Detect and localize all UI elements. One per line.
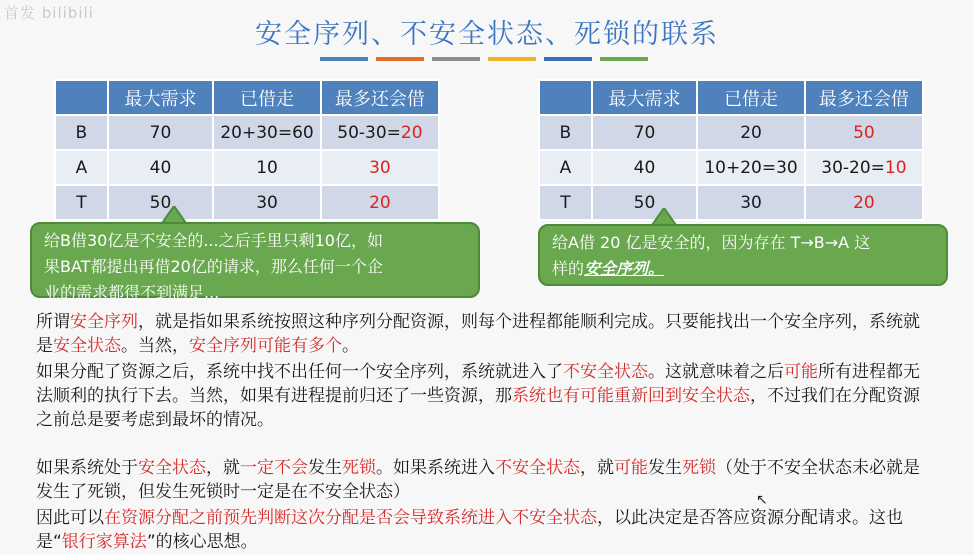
paragraph-text: 如果系统处于 xyxy=(36,458,138,478)
highlighted-term: 安全序列可能有多个 xyxy=(189,336,342,356)
table-row xyxy=(55,115,439,150)
paragraph-text: ，以此决定是否答应资源分配请求。这也是“ xyxy=(36,508,903,552)
table-header-row xyxy=(55,80,439,115)
more-needed-expr: 30-20= xyxy=(821,157,885,178)
safe-sequence-emphasis: 安全序列。 xyxy=(584,259,665,278)
highlighted-term: 可能 xyxy=(614,458,648,478)
more-needed xyxy=(805,150,923,185)
more-needed xyxy=(321,185,439,220)
table-header-cell xyxy=(55,80,108,115)
left-resource-table xyxy=(54,79,440,221)
table-header-row xyxy=(539,80,923,115)
more-needed xyxy=(321,115,439,150)
highlighted-term: 在资源分配之前预先判断这次分配是否会导致系统进入不安全状态 xyxy=(104,508,597,528)
table-header-cell: 已借走 xyxy=(697,80,805,115)
highlighted-term: 可能 xyxy=(784,362,818,382)
process-name: A xyxy=(55,150,108,185)
color-bar xyxy=(432,57,480,61)
watermark: 首发 bilibili xyxy=(4,4,94,22)
callout-line: 给A借 20 亿是安全的，因为存在 T→B→A 这 xyxy=(552,233,871,252)
more-needed-value: 20 xyxy=(400,122,423,143)
borrowed: 10 xyxy=(213,150,321,185)
max-need: 70 xyxy=(592,115,697,150)
highlighted-term: 不安全状态 xyxy=(563,362,648,382)
paragraph-text: 因此可以 xyxy=(36,508,104,528)
paragraph-text: 。这就意味着之后 xyxy=(648,362,784,382)
callout-text: 样的 xyxy=(552,259,585,278)
highlighted-term: 不安全状态 xyxy=(495,458,580,478)
table-header-cell xyxy=(539,80,592,115)
paragraph-text: 。如果系统进入 xyxy=(376,458,495,478)
max-need: 40 xyxy=(108,150,213,185)
title-color-bars xyxy=(320,57,650,61)
table-header-cell: 最大需求 xyxy=(108,80,213,115)
process-name: T xyxy=(55,185,108,220)
paragraph-text: ，就 xyxy=(580,458,614,478)
callout-line: 业的需求都得不到满足... xyxy=(44,283,220,302)
more-needed xyxy=(805,185,923,220)
paragraph-unsafe-state xyxy=(36,360,936,432)
paragraph-text: 所有进程都无法顺利的执行下去。当然，如果有进程提前归还了一些资源，那 xyxy=(36,362,920,406)
borrowed: 10+20=30 xyxy=(697,150,805,185)
table-header-cell: 已借走 xyxy=(213,80,321,115)
table-header-cell: 最多还会借 xyxy=(321,80,439,115)
paragraph-text: 。当然， xyxy=(121,336,189,356)
color-bar xyxy=(544,57,592,61)
more-needed-value: 20 xyxy=(853,192,875,213)
more-needed-value: 30 xyxy=(369,157,391,178)
callout-line: 果BAT都提出再借20亿的请求，那么任何一个企 xyxy=(44,257,383,276)
highlighted-term: 安全状态 xyxy=(138,458,206,478)
paragraph-text: （处于不安全状态未必就是发生了死锁，但发生死锁时一定是在不安全状态） xyxy=(36,458,920,502)
highlighted-term: 死锁 xyxy=(682,458,716,478)
more-needed-expr: 50-30= xyxy=(337,122,401,143)
paragraph-text: ，不过我们在分配资源之前总是要考虑到最坏的情况。 xyxy=(36,386,920,430)
process-name: B xyxy=(55,115,108,150)
more-needed xyxy=(321,150,439,185)
process-name: B xyxy=(539,115,592,150)
callout-line: 给B借30亿是不安全的...之后手里只剩10亿，如 xyxy=(44,231,383,250)
process-name: A xyxy=(539,150,592,185)
color-bar xyxy=(600,57,648,61)
borrowed: 20 xyxy=(697,115,805,150)
borrowed: 30 xyxy=(697,185,805,220)
highlighted-term: 银行家算法 xyxy=(61,532,147,552)
right-resource-table xyxy=(538,79,924,221)
paragraph-deadlock-relation xyxy=(36,456,936,504)
more-needed-value: 10 xyxy=(884,157,907,178)
process-name: T xyxy=(539,185,592,220)
table-row xyxy=(55,150,439,185)
paragraph-text: ，就是指如果系统按照这种序列分配资源，则每个进程都能顺利完成。只要能找出一个安全序列，系统就是 xyxy=(36,312,920,356)
paragraph-text: 发生 xyxy=(648,458,682,478)
paragraph-text: 如果分配了资源之后，系统中找不出任何一个安全序列，系统就进入了 xyxy=(36,362,563,382)
paragraph-text: 。 xyxy=(342,336,359,356)
mouse-cursor-icon: ↖ xyxy=(756,492,768,508)
callout-line xyxy=(552,256,934,282)
paragraph-text: 发生 xyxy=(308,458,342,478)
max-need: 70 xyxy=(108,115,213,150)
more-needed-value: 50 xyxy=(853,122,875,143)
color-bar xyxy=(320,57,368,61)
highlighted-term: 安全序列 xyxy=(70,312,138,332)
paragraph-text: ，就 xyxy=(206,458,240,478)
table-row xyxy=(539,185,923,220)
table-row xyxy=(539,150,923,185)
max-need: 40 xyxy=(592,150,697,185)
highlighted-term: 一定不会 xyxy=(240,458,308,478)
table-header-cell: 最大需求 xyxy=(592,80,697,115)
paragraph-safe-sequence xyxy=(36,310,936,358)
right-callout xyxy=(538,224,948,286)
paragraph-text: 所谓 xyxy=(36,312,70,332)
slide-title: 安全序列、不安全状态、死锁的联系 xyxy=(255,19,719,50)
paragraph-text: ”的核心思想。 xyxy=(146,532,258,552)
more-needed xyxy=(805,115,923,150)
color-bar xyxy=(488,57,536,61)
paragraph-bankers-idea xyxy=(36,506,936,554)
borrowed: 20+30=60 xyxy=(213,115,321,150)
highlighted-term: 系统也有可能重新回到安全状态 xyxy=(512,386,750,406)
highlighted-term: 安全状态 xyxy=(53,336,121,356)
color-bar xyxy=(376,57,424,61)
highlighted-term: 死锁 xyxy=(342,458,376,478)
left-callout xyxy=(30,222,480,302)
max-need: 50 xyxy=(592,185,697,220)
more-needed-value: 20 xyxy=(369,192,391,213)
max-need: 50 xyxy=(108,185,213,220)
borrowed: 30 xyxy=(213,185,321,220)
table-row xyxy=(539,115,923,150)
table-header-cell: 最多还会借 xyxy=(805,80,923,115)
table-row xyxy=(55,185,439,220)
